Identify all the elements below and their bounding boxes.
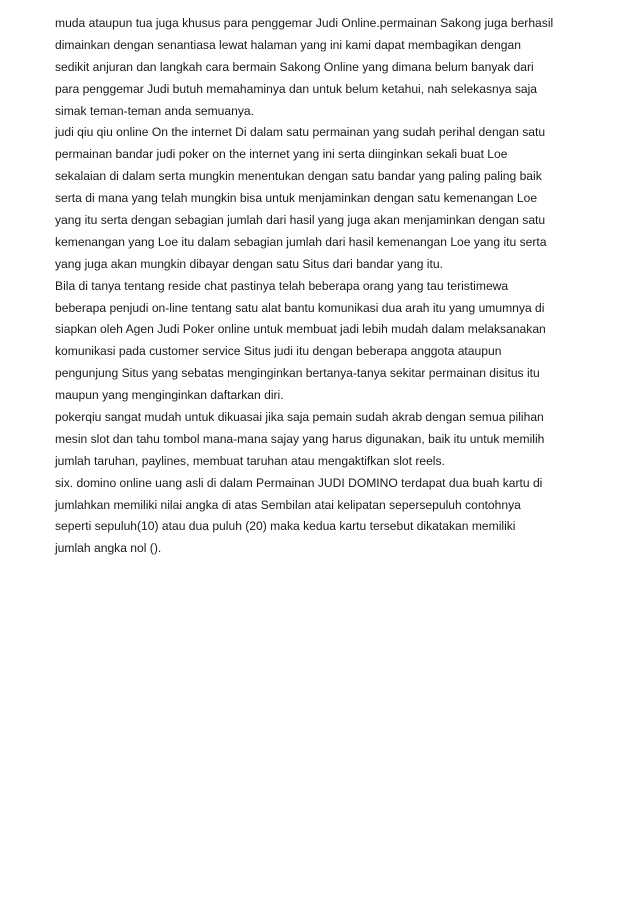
- text-line: jumlahkan memiliki nilai angka di atas Sembilan atai kelipatan sepersepuluh contohnya: [55, 497, 521, 512]
- text-line: permainan bandar judi poker on the internet yang ini serta diinginkan sekali buat Loe: [55, 147, 508, 162]
- text-line: muda ataupun tua juga khusus para penggemar Judi Online.permainan Sakong juga berhasil: [55, 16, 554, 30]
- text-line: jumlah angka nol ().: [55, 541, 162, 556]
- text-line: para penggemar Judi butuh memahaminya dan untuk belum ketahui, nah selekasnya saja: [55, 81, 538, 96]
- text-line: dimainkan dengan senantiasa lewat halaman yang ini kami dapat membagikan dengan: [55, 37, 521, 52]
- text-line: yang itu serta dengan sebagian jumlah dari hasil yang juga akan menjaminkan dengan satu: [55, 213, 546, 228]
- text-line: siapkan oleh Agen Judi Poker online untuk membuat jadi lebih mudah dalam melaksanakan: [55, 322, 546, 337]
- body-text: [55, 13, 595, 560]
- text-line: Bila di tanya tentang reside chat pastinya telah beberapa orang yang tau teristimewa: [55, 278, 509, 293]
- text-line: sekalaian di dalam serta mungkin menentukan dengan satu bandar yang paling paling baik: [55, 169, 542, 184]
- text-line: simak teman-teman anda semuanya.: [55, 103, 254, 118]
- text-line: mesin slot dan tahu tombol mana-mana sajay yang harus digunakan, baik itu untuk memilih: [55, 431, 545, 446]
- text-line: pengunjung Situs yang sebatas menginginkan bertanya-tanya sekitar permainan disitus itu: [55, 366, 540, 381]
- text-line: sedikit anjuran dan langkah cara bermain Sakong Online yang dimana belum banyak dari: [55, 59, 534, 74]
- text-line: beberapa penjudi on-line tentang satu alat bantu komunikasi dua arah itu yang umumnya di: [55, 300, 545, 315]
- text-line: yang juga akan mungkin dibayar dengan satu Situs dari bandar yang itu.: [55, 256, 443, 271]
- text-line: pokerqiu sangat mudah untuk dikuasai jika saja pemain sudah akrab dengan semua pilihan: [55, 410, 544, 425]
- text-line: seperti sepuluh(10) atau dua puluh (20) maka kedua kartu tersebut dikatakan memiliki: [55, 519, 516, 534]
- text-line: serta di mana yang telah mungkin bisa untuk menjaminkan dengan satu kemenangan Loe: [55, 191, 538, 206]
- text-line: kemenangan yang Loe itu dalam sebagian jumlah dari hasil kemenangan Loe yang itu serta: [55, 234, 547, 249]
- text-line: maupun yang menginginkan daftarkan diri.: [55, 388, 284, 403]
- text-line: six. domino online uang asli di dalam Permainan JUDI DOMINO terdapat dua buah kartu di: [55, 475, 543, 490]
- text-line: komunikasi pada customer service Situs judi itu dengan beberapa anggota ataupun: [55, 344, 502, 359]
- text-line: jumlah taruhan, paylines, membuat taruhan atau mengaktifkan slot reels.: [55, 453, 445, 468]
- text-line: judi qiu qiu online On the internet Di dalam satu permainan yang sudah perihal dengan satu: [55, 125, 546, 140]
